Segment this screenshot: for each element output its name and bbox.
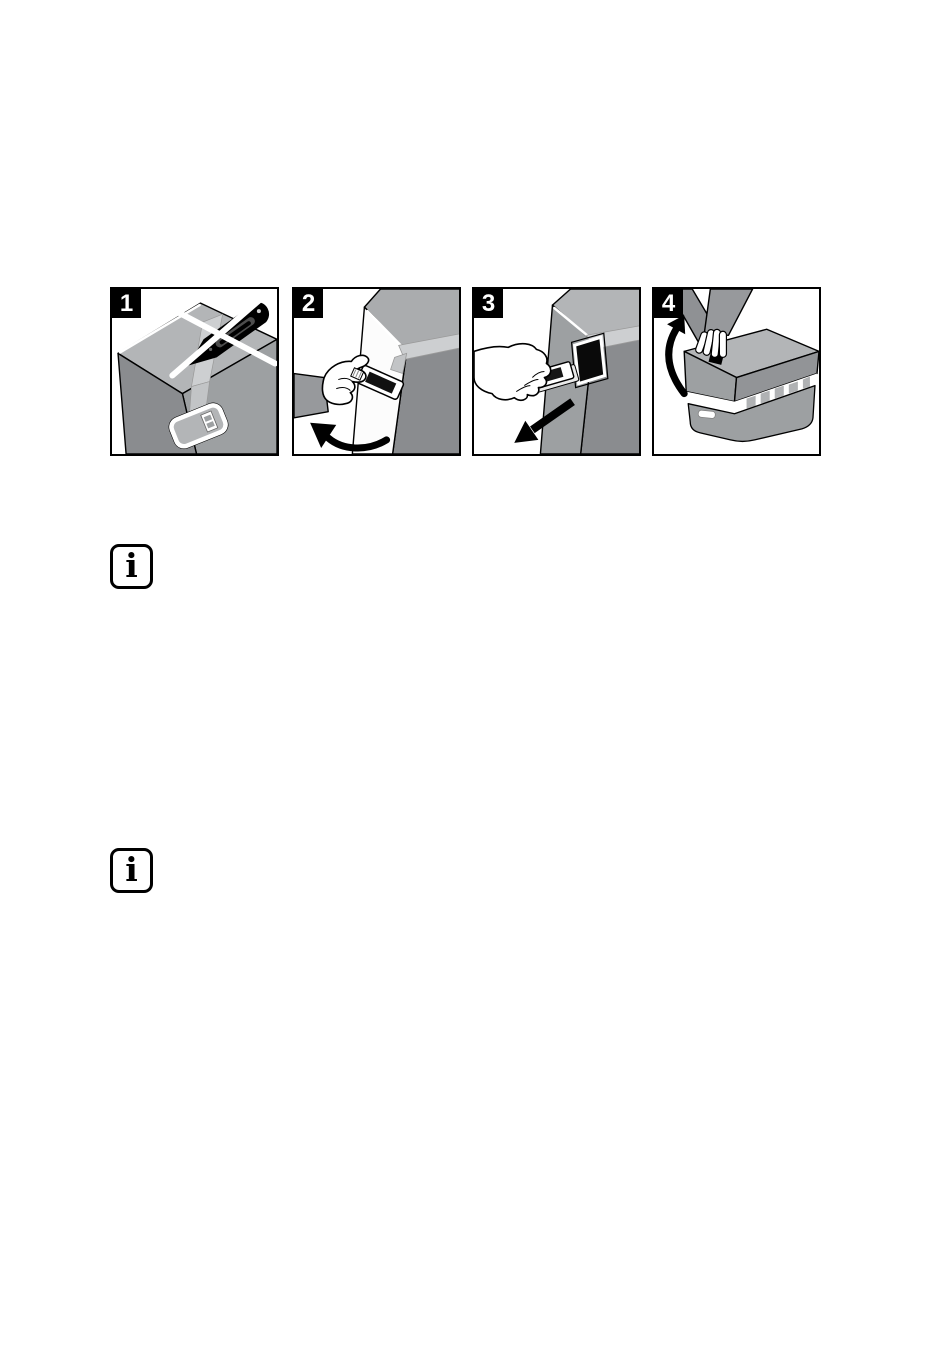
step-number-badge: 1 <box>112 289 141 318</box>
step-number-badge: 3 <box>474 289 503 318</box>
info-symbol: i <box>125 850 138 889</box>
step-number-badge: 2 <box>294 289 323 318</box>
info-symbol: i <box>125 546 138 585</box>
step-panel-3 <box>472 287 641 456</box>
info-icon <box>110 544 153 589</box>
hand-graphic <box>474 344 551 401</box>
step-number-badge: 4 <box>654 289 683 318</box>
step-panel-1 <box>110 287 279 456</box>
handle-slot <box>698 410 716 419</box>
step-panel-4 <box>652 287 821 456</box>
info-icon <box>110 848 153 893</box>
curved-arrow-icon <box>667 315 685 393</box>
step-panel-2 <box>292 287 461 456</box>
